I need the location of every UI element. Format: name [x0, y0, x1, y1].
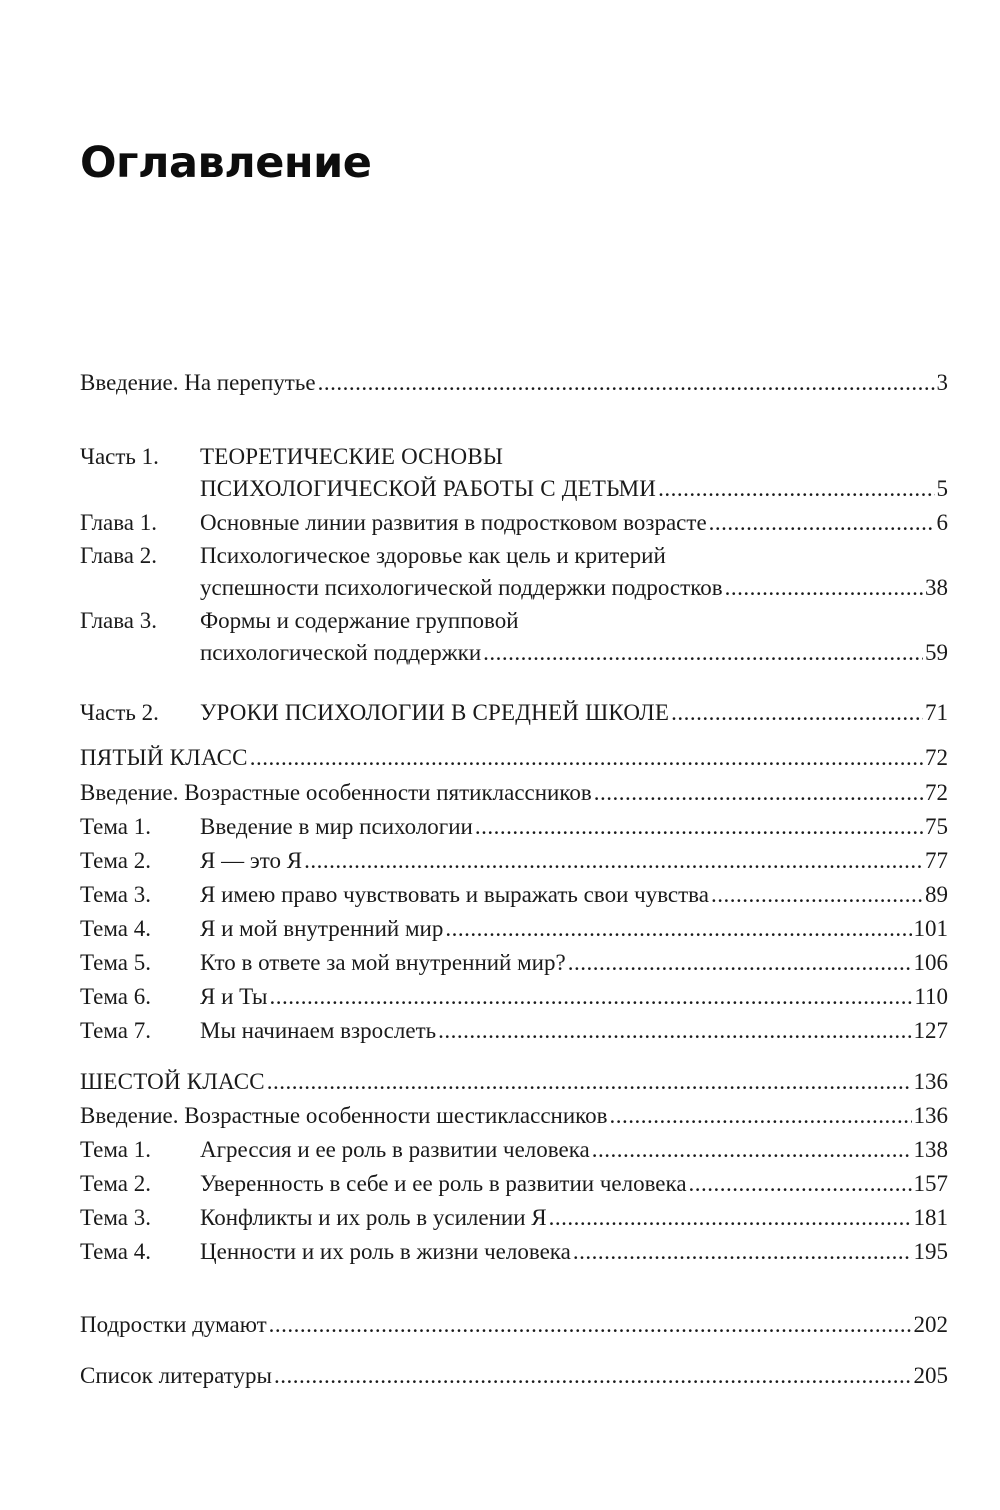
toc-page-number: 59	[925, 640, 948, 665]
toc-entry-label: Тема 4.	[80, 1239, 151, 1264]
toc-entry-title: ПЯТЫЙ КЛАСС	[80, 745, 248, 770]
toc-page-number: 127	[913, 1018, 948, 1043]
dot-leader	[573, 1235, 912, 1269]
toc-entry-bibliography	[80, 1359, 948, 1393]
toc-page-number: 5	[936, 476, 948, 501]
toc-entry-label: Тема 2.	[80, 848, 151, 873]
toc-entry-title: Введение. На перепутье	[80, 370, 316, 395]
toc-entry-label: Тема 3.	[80, 882, 151, 907]
toc-entry-title: Уверенность в себе и ее роль в развитии человека	[200, 1171, 687, 1196]
toc-entry-title: ТЕОРЕТИЧЕСКИЕ ОСНОВЫ	[200, 444, 504, 469]
toc-page-number: 195	[913, 1239, 948, 1264]
toc-entry-label: Глава 3.	[80, 608, 158, 633]
toc-entry-topic	[80, 1167, 948, 1201]
toc-page-number: 136	[913, 1103, 948, 1128]
toc-entry-part-2	[80, 696, 948, 730]
toc-entry-topic	[80, 1133, 948, 1167]
toc-entry-title: Я и Ты	[200, 984, 268, 1009]
toc-entry-title: психологической поддержки	[200, 640, 482, 665]
dot-leader	[709, 506, 935, 540]
toc-page-number: 72	[925, 780, 948, 805]
toc-entry-part-1	[80, 440, 948, 474]
toc-entry-topic	[80, 1235, 948, 1269]
toc-page-number: 77	[925, 848, 948, 873]
toc-page-number: 202	[913, 1312, 948, 1337]
toc-entry-title: Основные линии развития в подростковом возрасте	[200, 510, 707, 535]
toc-entry-title: ШЕСТОЙ КЛАСС	[80, 1069, 265, 1094]
dot-leader	[610, 1099, 912, 1133]
toc-entry-topic	[80, 912, 948, 946]
dot-leader	[445, 912, 911, 946]
toc-entry-grade-6-intro	[80, 1099, 948, 1133]
toc-entry-label: Тема 4.	[80, 916, 151, 941]
toc-entry-title: Конфликты и их роль в усилении Я	[200, 1205, 547, 1230]
toc-entry-title: успешности психологической поддержки подростков	[200, 575, 723, 600]
dot-leader	[594, 776, 923, 810]
toc-entry-chapter-2	[80, 539, 948, 573]
dot-leader	[689, 1167, 912, 1201]
dot-leader	[549, 1201, 912, 1235]
toc-entry-label: Тема 7.	[80, 1018, 151, 1043]
dot-leader	[438, 1014, 911, 1048]
toc-entry-topic	[80, 1201, 948, 1235]
dot-leader	[274, 1359, 912, 1393]
dot-leader	[725, 571, 923, 605]
dot-leader	[304, 844, 923, 878]
toc-entry-topic	[80, 844, 948, 878]
toc-entry-label: Тема 3.	[80, 1205, 151, 1230]
toc-entry-title: Я имею право чувствовать и выражать свои чувства	[200, 882, 709, 907]
toc-page-number: 89	[925, 882, 948, 907]
toc-entry-topic	[80, 946, 948, 980]
toc-entry-title: Подростки думают	[80, 1312, 267, 1337]
dot-leader	[475, 810, 923, 844]
toc-entry-label: Тема 1.	[80, 814, 151, 839]
page-title: Оглавление	[80, 138, 372, 188]
toc-entry-title: Агрессия и ее роль в развитии человека	[200, 1137, 590, 1162]
toc-entry-title: Я — это Я	[200, 848, 303, 873]
toc-entry-title: Введение в мир психологии	[200, 814, 473, 839]
dot-leader	[270, 980, 913, 1014]
toc-entry-teens-think	[80, 1308, 948, 1342]
toc-entry-grade-5-intro	[80, 776, 948, 810]
dot-leader	[658, 472, 934, 506]
dot-leader	[568, 946, 912, 980]
toc-entry-label: Глава 1.	[80, 510, 158, 535]
toc-page-number: 71	[925, 700, 948, 725]
toc-entry-topic	[80, 1014, 948, 1048]
toc-page-number: 181	[913, 1205, 948, 1230]
toc-entry-label: Часть 2.	[80, 700, 159, 725]
toc-entry-label: Тема 1.	[80, 1137, 151, 1162]
toc-entry-label: Глава 2.	[80, 543, 158, 568]
toc-entry-title: Формы и содержание групповой	[200, 608, 519, 633]
toc-entry-title: Список литературы	[80, 1363, 272, 1388]
toc-entry-title: Я и мой внутренний мир	[200, 916, 444, 941]
toc-page-number: 157	[913, 1171, 948, 1196]
dot-leader	[671, 696, 923, 730]
dot-leader	[318, 366, 935, 400]
toc-entry-part-1-continued	[80, 472, 948, 506]
toc-page-number: 75	[925, 814, 948, 839]
toc-entry-chapter-2-continued	[80, 571, 948, 605]
toc-page-number: 72	[925, 745, 948, 770]
toc-entry-label: Тема 2.	[80, 1171, 151, 1196]
toc-entry-introduction	[80, 366, 948, 400]
toc-entry-title: Кто в ответе за мой внутренний мир?	[200, 950, 566, 975]
toc-entry-label: Часть 1.	[80, 444, 159, 469]
toc-page-number: 38	[925, 575, 948, 600]
dot-leader	[711, 878, 923, 912]
toc-entry-title: Мы начинаем взрослеть	[200, 1018, 437, 1043]
dot-leader	[483, 636, 923, 670]
toc-entry-title: ПСИХОЛОГИЧЕСКОЙ РАБОТЫ С ДЕТЬМИ	[200, 476, 657, 501]
toc-page-number: 3	[936, 370, 948, 395]
dot-leader	[267, 1065, 912, 1099]
toc-entry-chapter-3-continued	[80, 636, 948, 670]
toc-entry-chapter-1	[80, 506, 948, 540]
toc-entry-title: Введение. Возрастные особенности шестиклассников	[80, 1103, 608, 1128]
dot-leader	[269, 1308, 912, 1342]
toc-entry-chapter-3	[80, 604, 948, 638]
toc-entry-title: Психологическое здоровье как цель и критерий	[200, 543, 666, 568]
toc-page-number: 110	[914, 984, 948, 1009]
toc-page-number: 205	[913, 1363, 948, 1388]
toc-entry-topic	[80, 810, 948, 844]
toc-page-number: 6	[936, 510, 948, 535]
toc-entry-topic	[80, 980, 948, 1014]
toc-entry-topic	[80, 878, 948, 912]
toc-page-number: 136	[913, 1069, 948, 1094]
toc-entry-title: Введение. Возрастные особенности пятиклассников	[80, 780, 592, 805]
toc-entry-title: Ценности и их роль в жизни человека	[200, 1239, 571, 1264]
dot-leader	[250, 741, 923, 775]
toc-page-number: 106	[913, 950, 948, 975]
toc-entry-grade-5	[80, 741, 948, 775]
toc-entry-label: Тема 5.	[80, 950, 151, 975]
toc-page-number: 101	[913, 916, 948, 941]
toc-entry-label: Тема 6.	[80, 984, 151, 1009]
toc-page-number: 138	[913, 1137, 948, 1162]
toc-entry-grade-6	[80, 1065, 948, 1099]
dot-leader	[592, 1133, 912, 1167]
toc-entry-title: УРОКИ ПСИХОЛОГИИ В СРЕДНЕЙ ШКОЛЕ	[200, 700, 670, 725]
